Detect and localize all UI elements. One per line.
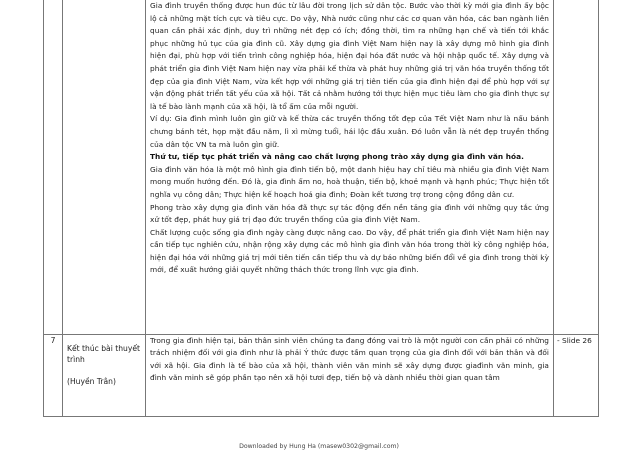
table-row	[44, 334, 599, 416]
content-cell	[146, 334, 554, 416]
paragraph: Ví dụ: Gia đình mình luôn gìn giữ và kế thừa các truyền thống tốt đẹp của Tết Việt Nam như là nấu bánh chưng bánh tét, họp mặt đầu năm, lì xì mừng tuổi, hái lộc đầu xuân. Đó luôn vẫn là nét đẹp truyền thống của dân tộc VN ta mà luôn gìn giữ.	[150, 114, 549, 149]
content-cell	[146, 0, 554, 334]
paragraph: Gia đình truyền thống được hun đúc từ lâu đời trong lịch sử dân tộc. Bước vào thời kỳ mới gia đình ấy bộc lộ cả những mặt tích cực và tiêu cực. Do vậy, Nhà nước cũng như các cơ quan văn hóa, các ban ngành liên quan cần phải xác định, duy trì những nét đẹp có ích; đồng thời, tìm ra những hạn chế và tiến tới khắc phục những hủ tục của gia đình cũ. Xây dựng gia đình Việt Nam hiện nay là xây dựng mô hình gia đình hiện đại, phù hợp với tiến trình công nghiệp hóa, hiện đại hóa đất nước và hội nhập quốc tế. Xây dựng và phát triển gia đình Việt Nam hiện nay vừa phải kế thừa và phát huy những giá trị văn hóa truyền thống tốt đẹp của gia đình Việt Nam, vừa kết hợp với những giá trị tiên tiến của gia đình hiện đại để phù hợp với sự vận động phát triển tất yếu của xã hội. Tất cả nhằm hướng tới thực hiện mục tiêu làm cho gia đình thực sự là tế bào lành mạnh của xã hội, là tổ ấm của mỗi người.	[150, 1, 549, 111]
presenter-name: (Huyền Trân)	[67, 376, 116, 386]
download-footer: Downloaded by Hung Ha (masew0302@gmail.com)	[239, 443, 399, 450]
paragraph: Phong trào xây dựng gia đình văn hóa đã thực sự tác động đến nền tảng gia đình với những quy tắc ứng xử tốt đẹp, phát huy giá trị đạo đức truyền thống của gia đình Việt Nam.	[150, 202, 549, 225]
paragraph: Gia đình văn hóa là một mô hình gia đình tiến bộ, một danh hiệu hay chỉ tiêu mà nhiều gia đình Việt Nam mong muốn hướng đến. Đó là, gia đình ấm no, hoà thuận, tiến bộ, khoẻ mạnh và hạnh phúc; Thực hiện tốt nghĩa vụ công dân; Thực hiện kế hoạch hoá gia đình; Đoàn kết tương trợ trong cộng đồng dân cư.	[150, 164, 549, 199]
title-cell	[63, 0, 146, 334]
paragraph: Trong gia đình hiện tại, bản thân sinh viên chúng ta đang đóng vai trò là một người con cần phải có những trách nhiệm đối với gia đình như là phải Ý thức được tầm quan trọng của gia đình đối với bản thân và đối với xã hội. Gia đình là tế bào của xã hội, thành viên văn minh sẽ xây dựng được giađình văn minh, gia đình văn minh sẽ góp phần tạo nên xã hội tươi đẹp, tiến bộ và dành nhiều thời gian quan tâm	[150, 335, 549, 383]
section-title: Kết thúc bài thuyết trình	[67, 343, 140, 364]
slide-reference: - Slide 26	[554, 334, 599, 416]
presentation-plan-table	[43, 0, 599, 417]
title-cell	[63, 334, 146, 416]
table-row	[44, 0, 599, 334]
slide-cell	[554, 0, 599, 334]
row-number: 7	[44, 334, 63, 416]
number-cell	[44, 0, 63, 334]
section-heading: Thứ tư, tiếp tục phát triển và nâng cao chất lượng phong trào xây dựng gia đình văn hóa.	[150, 152, 524, 162]
paragraph: Chất lượng cuộc sống gia đình ngày càng được nâng cao. Do vậy, để phát triển gia đình Việt Nam hiện nay cần tiếp tục nghiên cứu, nhận rộng xây dựng các mô hình gia đình văn hóa trong thời kỳ công nghiệp hóa, hiện đại hóa với những giá trị mới tiên tiến cần tiếp thu và dự báo những biến đổi về gia đình trong thời kỳ mới, để xuất hướng giải quyết những thách thức trong lĩnh vực gia đình.	[150, 227, 549, 275]
